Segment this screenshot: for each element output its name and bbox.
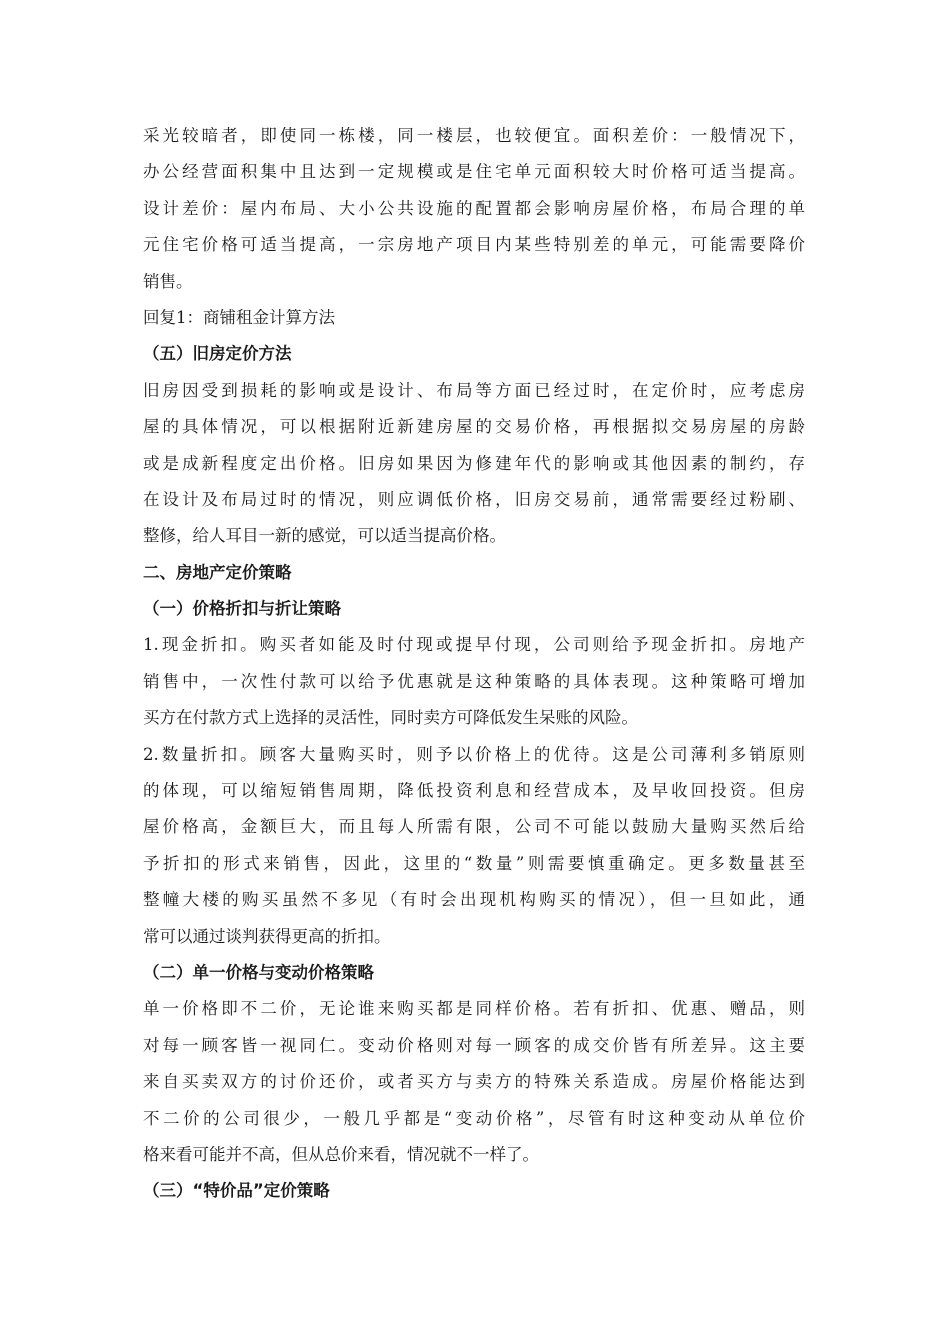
section-heading (143, 555, 805, 591)
text-line: 2.数量折扣。顾客大量购买时，则予以价格上的优待。这是公司薄利多销原则 (143, 744, 805, 764)
text-line: 销售中，一次性付款可以给予优惠就是这种策略的具体表现。这种策略可增加 (143, 671, 805, 691)
text-line: 的体现，可以缩短销售周期，降低投资利息和经营成本，及早收回投资。但房 (143, 781, 805, 801)
text-line: 予折扣的形式来销售，因此，这里的“数量”则需要慎重确定。更多数量甚至 (143, 853, 805, 873)
text-line: 屋价格高，金额巨大，而且每人所需有限，公司不可能以鼓励大量购买然后给 (143, 817, 805, 837)
text-line: （一）价格折扣与折让策略 (143, 599, 341, 619)
body-paragraph (143, 991, 805, 1173)
section-heading (143, 591, 805, 627)
document-page (143, 118, 805, 1210)
text-line: 常可以通过谈判获得更高的折扣。 (143, 926, 391, 946)
text-line: 办公经营面积集中且达到一定规模或是住宅单元面积较大时价格可适当提高。 (143, 162, 805, 182)
text-line: （三）“特价品”定价策略 (143, 1181, 330, 1201)
section-heading (143, 955, 805, 991)
section-heading (143, 336, 805, 372)
text-line: 二、房地产定价策略 (143, 562, 292, 582)
text-line: 元住宅价格可适当提高，一宗房地产项目内某些特别差的单元，可能需要降价 (143, 235, 805, 255)
text-line: 买方在付款方式上选择的灵活性，同时卖方可降低发生呆账的风险。 (143, 708, 638, 728)
text-line: 1.现金折扣。购买者如能及时付现或提早付现，公司则给予现金折扣。房地产 (143, 635, 805, 655)
section-heading (143, 1173, 805, 1209)
text-line: 不二价的公司很少，一般几乎都是“变动价格”，尽管有时这种变动从单位价 (143, 1108, 805, 1128)
body-paragraph (143, 300, 805, 336)
text-line: 旧房因受到损耗的影响或是设计、布局等方面已经过时，在定价时，应考虑房 (143, 380, 805, 400)
text-line: 来自买卖双方的讨价还价，或者买方与卖方的特殊关系造成。房屋价格能达到 (143, 1072, 805, 1092)
body-paragraph (143, 118, 805, 300)
text-line: 对每一顾客皆一视同仁。变动价格则对每一顾客的成交价皆有所差异。这主要 (143, 1035, 805, 1055)
text-line: 回复1：商铺租金计算方法 (143, 307, 335, 327)
text-line: 采光较暗者，即使同一栋楼，同一楼层，也较便宜。面积差价：一般情况下， (143, 126, 805, 145)
text-line: 在设计及布局过时的情况，则应调低价格，旧房交易前，通常需要经过粉刷、 (143, 489, 805, 509)
body-paragraph (143, 627, 805, 736)
text-line: 整幢大楼的购买虽然不多见（有时会出现机构购买的情况），但一旦如此，通 (143, 890, 805, 910)
text-line: 或是成新程度定出价格。旧房如果因为修建年代的影响或其他因素的制约，存 (143, 453, 805, 473)
text-line: 单一价格即不二价，无论谁来购买都是同样价格。若有折扣、优惠、赠品，则 (143, 999, 805, 1019)
text-line: 屋的具体情况，可以根据附近新建房屋的交易价格，再根据拟交易房屋的房龄 (143, 417, 805, 437)
text-line: 销售。 (143, 271, 193, 291)
text-line: 设计差价：屋内布局、大小公共设施的配置都会影响房屋价格，布局合理的单 (143, 198, 805, 218)
text-line: （二）单一价格与变动价格策略 (143, 962, 374, 982)
text-line: 格来看可能并不高，但从总价来看，情况就不一样了。 (143, 1144, 539, 1164)
text-line: （五）旧房定价方法 (143, 344, 292, 364)
body-paragraph (143, 737, 805, 955)
body-paragraph (143, 373, 805, 555)
text-line: 整修，给人耳目一新的感觉，可以适当提高价格。 (143, 526, 506, 546)
